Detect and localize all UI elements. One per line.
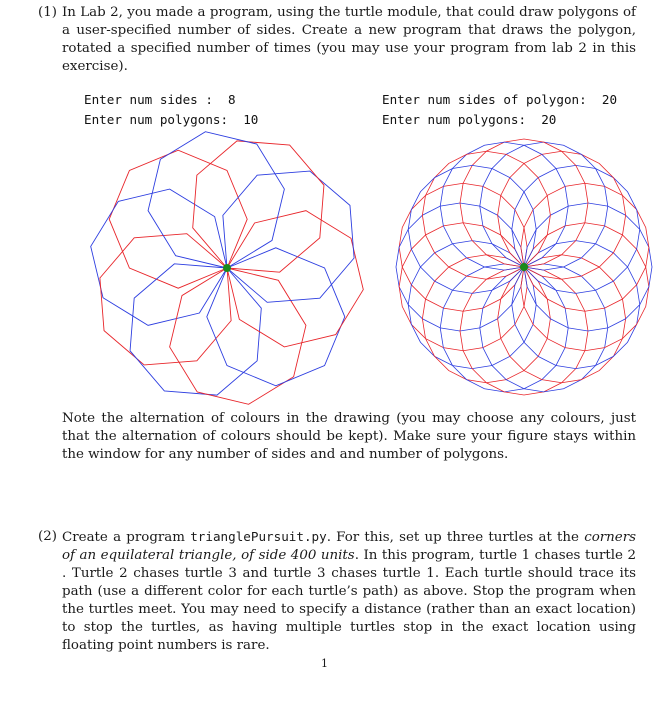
right-example-line2: Enter num polygons: 20 — [382, 112, 557, 127]
polygon-3 — [100, 234, 231, 365]
polygon-2 — [396, 203, 524, 331]
polygon-7 — [460, 267, 588, 395]
polygon-10 — [148, 132, 284, 268]
q1-number: (1) — [38, 5, 57, 20]
q2-filename: trianglePursuit.py — [190, 529, 327, 544]
polygon-4 — [130, 264, 261, 395]
q1-note: Note the alternation of colours in the drawing (you may choose any colours, just that the alternation of colours should be kept). Make sure your figure stays within the window for any number of sides and and number of polygons. — [62, 411, 636, 462]
polygon-12 — [524, 203, 652, 331]
right-example-line1: Enter num sides of polygon: 20 — [382, 92, 618, 107]
page-number: 1 — [321, 657, 328, 670]
polygon-8 — [223, 171, 354, 302]
polygon-9 — [193, 141, 324, 272]
left-example-line2: Enter num polygons: 10 — [84, 112, 259, 127]
figure-rotated-icosagons — [382, 130, 667, 405]
polygon-7 — [227, 211, 363, 347]
polygon-17 — [460, 139, 588, 267]
q2-text — [62, 528, 636, 655]
left-example-line1: Enter num sides : 8 — [84, 92, 236, 107]
q2-number: (2) — [38, 529, 57, 544]
q2-text-end: . In this program, turtle 1 chases turtle 2 . Turtle 2 chases turtle 3 and turtle 3 chases turtle 1. Each turtle should trace its path (use a different color for each turtle’s path) as above. Stop the program when the turtles meet. You may need to specify a distance (rather than an exact location) to stop the turtles, as having multiple turtles stop in the exact location using floating point numbers is rare. — [62, 548, 636, 653]
polygon-5 — [170, 268, 306, 404]
center-turtle-icon — [223, 264, 231, 272]
q1-text: In Lab 2, you made a program, using the turtle module, that could draw polygons of a user-specified number of sides. Create a new program that draws the polygon, rotated a specified number of times (you may use your program from lab 2 in this exercise). — [62, 5, 636, 74]
center-turtle-icon — [520, 263, 528, 271]
q2-text-after-file: . For this, set up three turtles at the — [326, 530, 585, 545]
q2-text-before: Create a program — [62, 530, 191, 545]
q2-emphasis: corners of an equilateral triangle, of side 400 units — [62, 530, 636, 563]
polygon-2 — [91, 189, 227, 325]
figure-rotated-octagons — [85, 130, 370, 405]
